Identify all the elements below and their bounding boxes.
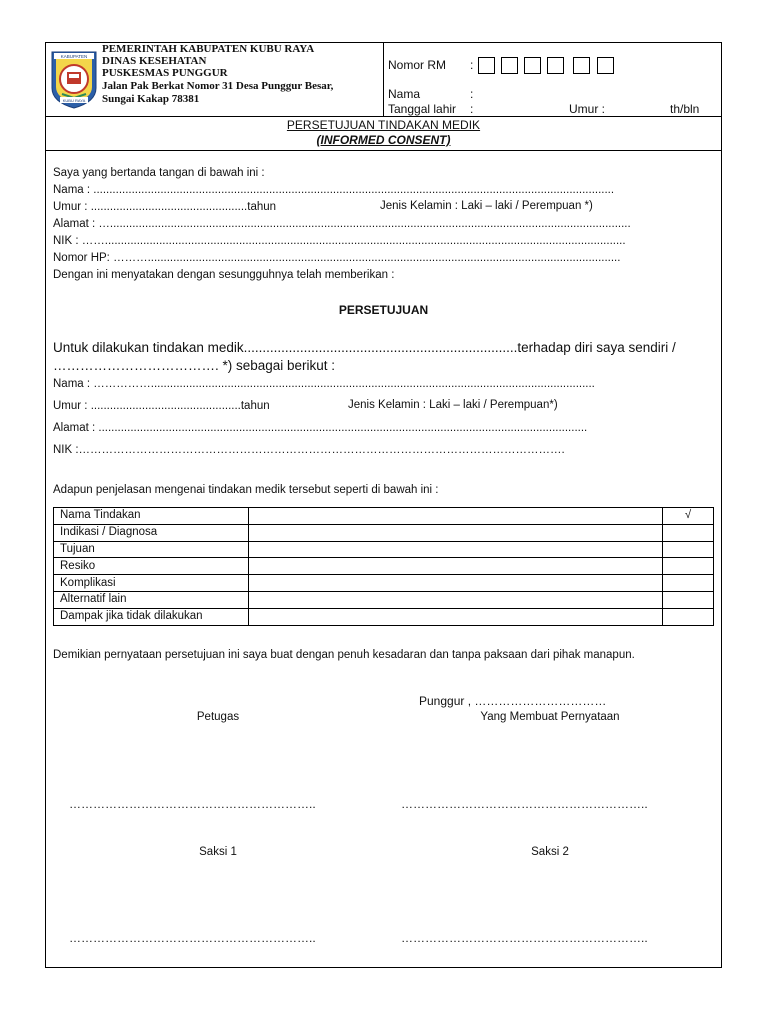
row-check-tujuan[interactable] [663, 541, 714, 558]
nama-label: Nama [388, 87, 421, 101]
table-row [54, 575, 714, 592]
table-row [54, 591, 714, 608]
row-value-alternatif[interactable] [249, 591, 663, 608]
row-label-dampak: Dampak jika tidak dilakukan [54, 608, 249, 625]
org-puskesmas: PUSKESMAS PUNGGUR [102, 67, 228, 79]
declarant-intro: Saya yang bertanda tangan di bawah ini : [53, 167, 265, 179]
row-label-indikasi: Indikasi / Diagnosa [54, 524, 249, 541]
row-value-resiko[interactable] [249, 558, 663, 575]
consent-jenis-kelamin[interactable]: Jenis Kelamin : Laki – laki / Perempuan*) [348, 399, 558, 411]
table-row [54, 541, 714, 558]
saksi1-label: Saksi 1 [199, 846, 237, 858]
title-divider [45, 150, 722, 151]
explanation-intro: Adapun penjelasan mengenai tindakan medik tersebut seperti di bawah ini : [53, 484, 439, 496]
nomor-rm-box-1[interactable] [478, 57, 495, 74]
row-value-komplikasi[interactable] [249, 575, 663, 592]
explanation-table [53, 507, 714, 626]
declarant-nama-field[interactable]: Nama : ................................................................................................................................................................... [53, 184, 615, 196]
kubu-raya-logo [48, 48, 100, 110]
check-mark-header: √ [663, 508, 714, 525]
nomor-rm-label: Nomor RM [388, 58, 447, 72]
row-value-dampak[interactable] [249, 608, 663, 625]
row-check-dampak[interactable] [663, 608, 714, 625]
org-government: PEMERINTAH KABUPATEN KUBU RAYA [102, 43, 315, 55]
umur-label: Umur : [569, 102, 605, 116]
table-row [54, 524, 714, 541]
form-title: PERSETUJUAN TINDAKAN MEDIK [286, 118, 481, 132]
tanggal-lahir-label: Tanggal lahir [388, 102, 457, 116]
form-subtitle: (INFORMED CONSENT) [316, 133, 451, 147]
header-column-divider [383, 42, 384, 116]
petugas-label: Petugas [196, 711, 240, 723]
consent-nama-field[interactable]: Nama : ……………........................................................................................................................................... [53, 378, 595, 390]
table-row [54, 558, 714, 575]
place-date-field[interactable]: Punggur , …………………………… [419, 694, 607, 708]
declarant-nik-field[interactable]: NIK : ……................................................................................................................................................................... [53, 235, 626, 247]
consent-umur-field[interactable]: Umur : ...............................................tahun [53, 400, 270, 412]
consent-nik-field[interactable]: NIK :………………………………………………………………………………………………………………. [53, 444, 565, 456]
saksi2-signature-line[interactable]: …………………………………………………….. [401, 931, 648, 945]
nomor-rm-box-2[interactable] [501, 57, 518, 74]
row-label-tujuan: Tujuan [54, 541, 249, 558]
nomor-rm-colon: : [470, 58, 474, 72]
row-value-nama-tindakan[interactable] [249, 508, 663, 525]
nomor-rm-box-3[interactable] [524, 57, 541, 74]
org-address: Jalan Pak Berkat Nomor 31 Desa Punggur Besar, [102, 80, 334, 92]
consent-alamat-field[interactable]: Alamat : ......................................................................................................................................................... [53, 422, 588, 434]
consent-heading: PERSETUJUAN [338, 303, 429, 317]
declarant-jenis-kelamin[interactable]: Jenis Kelamin : Laki – laki / Perempuan *) [380, 200, 593, 212]
saksi1-signature-line[interactable]: …………………………………………………….. [69, 931, 316, 945]
form-frame [45, 42, 722, 968]
nama-colon: : [470, 87, 474, 101]
consent-procedure-line[interactable]: Untuk dilakukan tindakan medik.........................................................................terhadap diri saya sendiri / [53, 340, 676, 355]
row-check-resiko[interactable] [663, 558, 714, 575]
table-row [54, 508, 714, 525]
pembuat-label: Yang Membuat Pernyataan [480, 711, 620, 723]
nomor-rm-box-5[interactable] [573, 57, 590, 74]
nomor-rm-box-4[interactable] [547, 57, 564, 74]
header-divider [45, 116, 722, 117]
row-check-indikasi[interactable] [663, 524, 714, 541]
umur-unit: th/bln [670, 102, 700, 116]
declarant-umur-field[interactable]: Umur : .................................................tahun [53, 201, 277, 213]
row-label-komplikasi: Komplikasi [54, 575, 249, 592]
row-label-alternatif: Alternatif lain [54, 591, 249, 608]
declarant-nomor-hp-field[interactable]: Nomor HP: ……….................................................................................................................................................... [53, 252, 621, 264]
row-check-alternatif[interactable] [663, 591, 714, 608]
row-label-resiko: Resiko [54, 558, 249, 575]
row-value-tujuan[interactable] [249, 541, 663, 558]
tanggal-lahir-colon: : [470, 102, 474, 116]
consent-subject-line[interactable]: ………………………………. *) sebagai berikut : [53, 358, 336, 373]
row-label-nama-tindakan: Nama Tindakan [54, 508, 249, 525]
row-value-indikasi[interactable] [249, 524, 663, 541]
petugas-signature-line[interactable]: …………………………………………………….. [69, 797, 316, 811]
svg-text:KABUPATEN: KABUPATEN [60, 54, 88, 59]
org-department: DINAS KESEHATAN [102, 55, 207, 67]
nomor-rm-box-6[interactable] [597, 57, 614, 74]
closing-statement: Demikian pernyataan persetujuan ini saya buat dengan penuh kesadaran dan tanpa paksaan dari pihak manapun. [53, 649, 635, 661]
org-city: Sungai Kakap 78381 [102, 93, 200, 105]
saksi2-label: Saksi 2 [531, 846, 569, 858]
svg-text:KUBU RAYA: KUBU RAYA [62, 98, 86, 103]
declarant-statement: Dengan ini menyatakan dengan sesungguhnya telah memberikan : [53, 269, 395, 281]
pembuat-signature-line[interactable]: …………………………………………………….. [401, 797, 648, 811]
table-row [54, 608, 714, 625]
row-check-komplikasi[interactable] [663, 575, 714, 592]
declarant-alamat-field[interactable]: Alamat : …................................................................................................................................................................... [53, 218, 631, 230]
